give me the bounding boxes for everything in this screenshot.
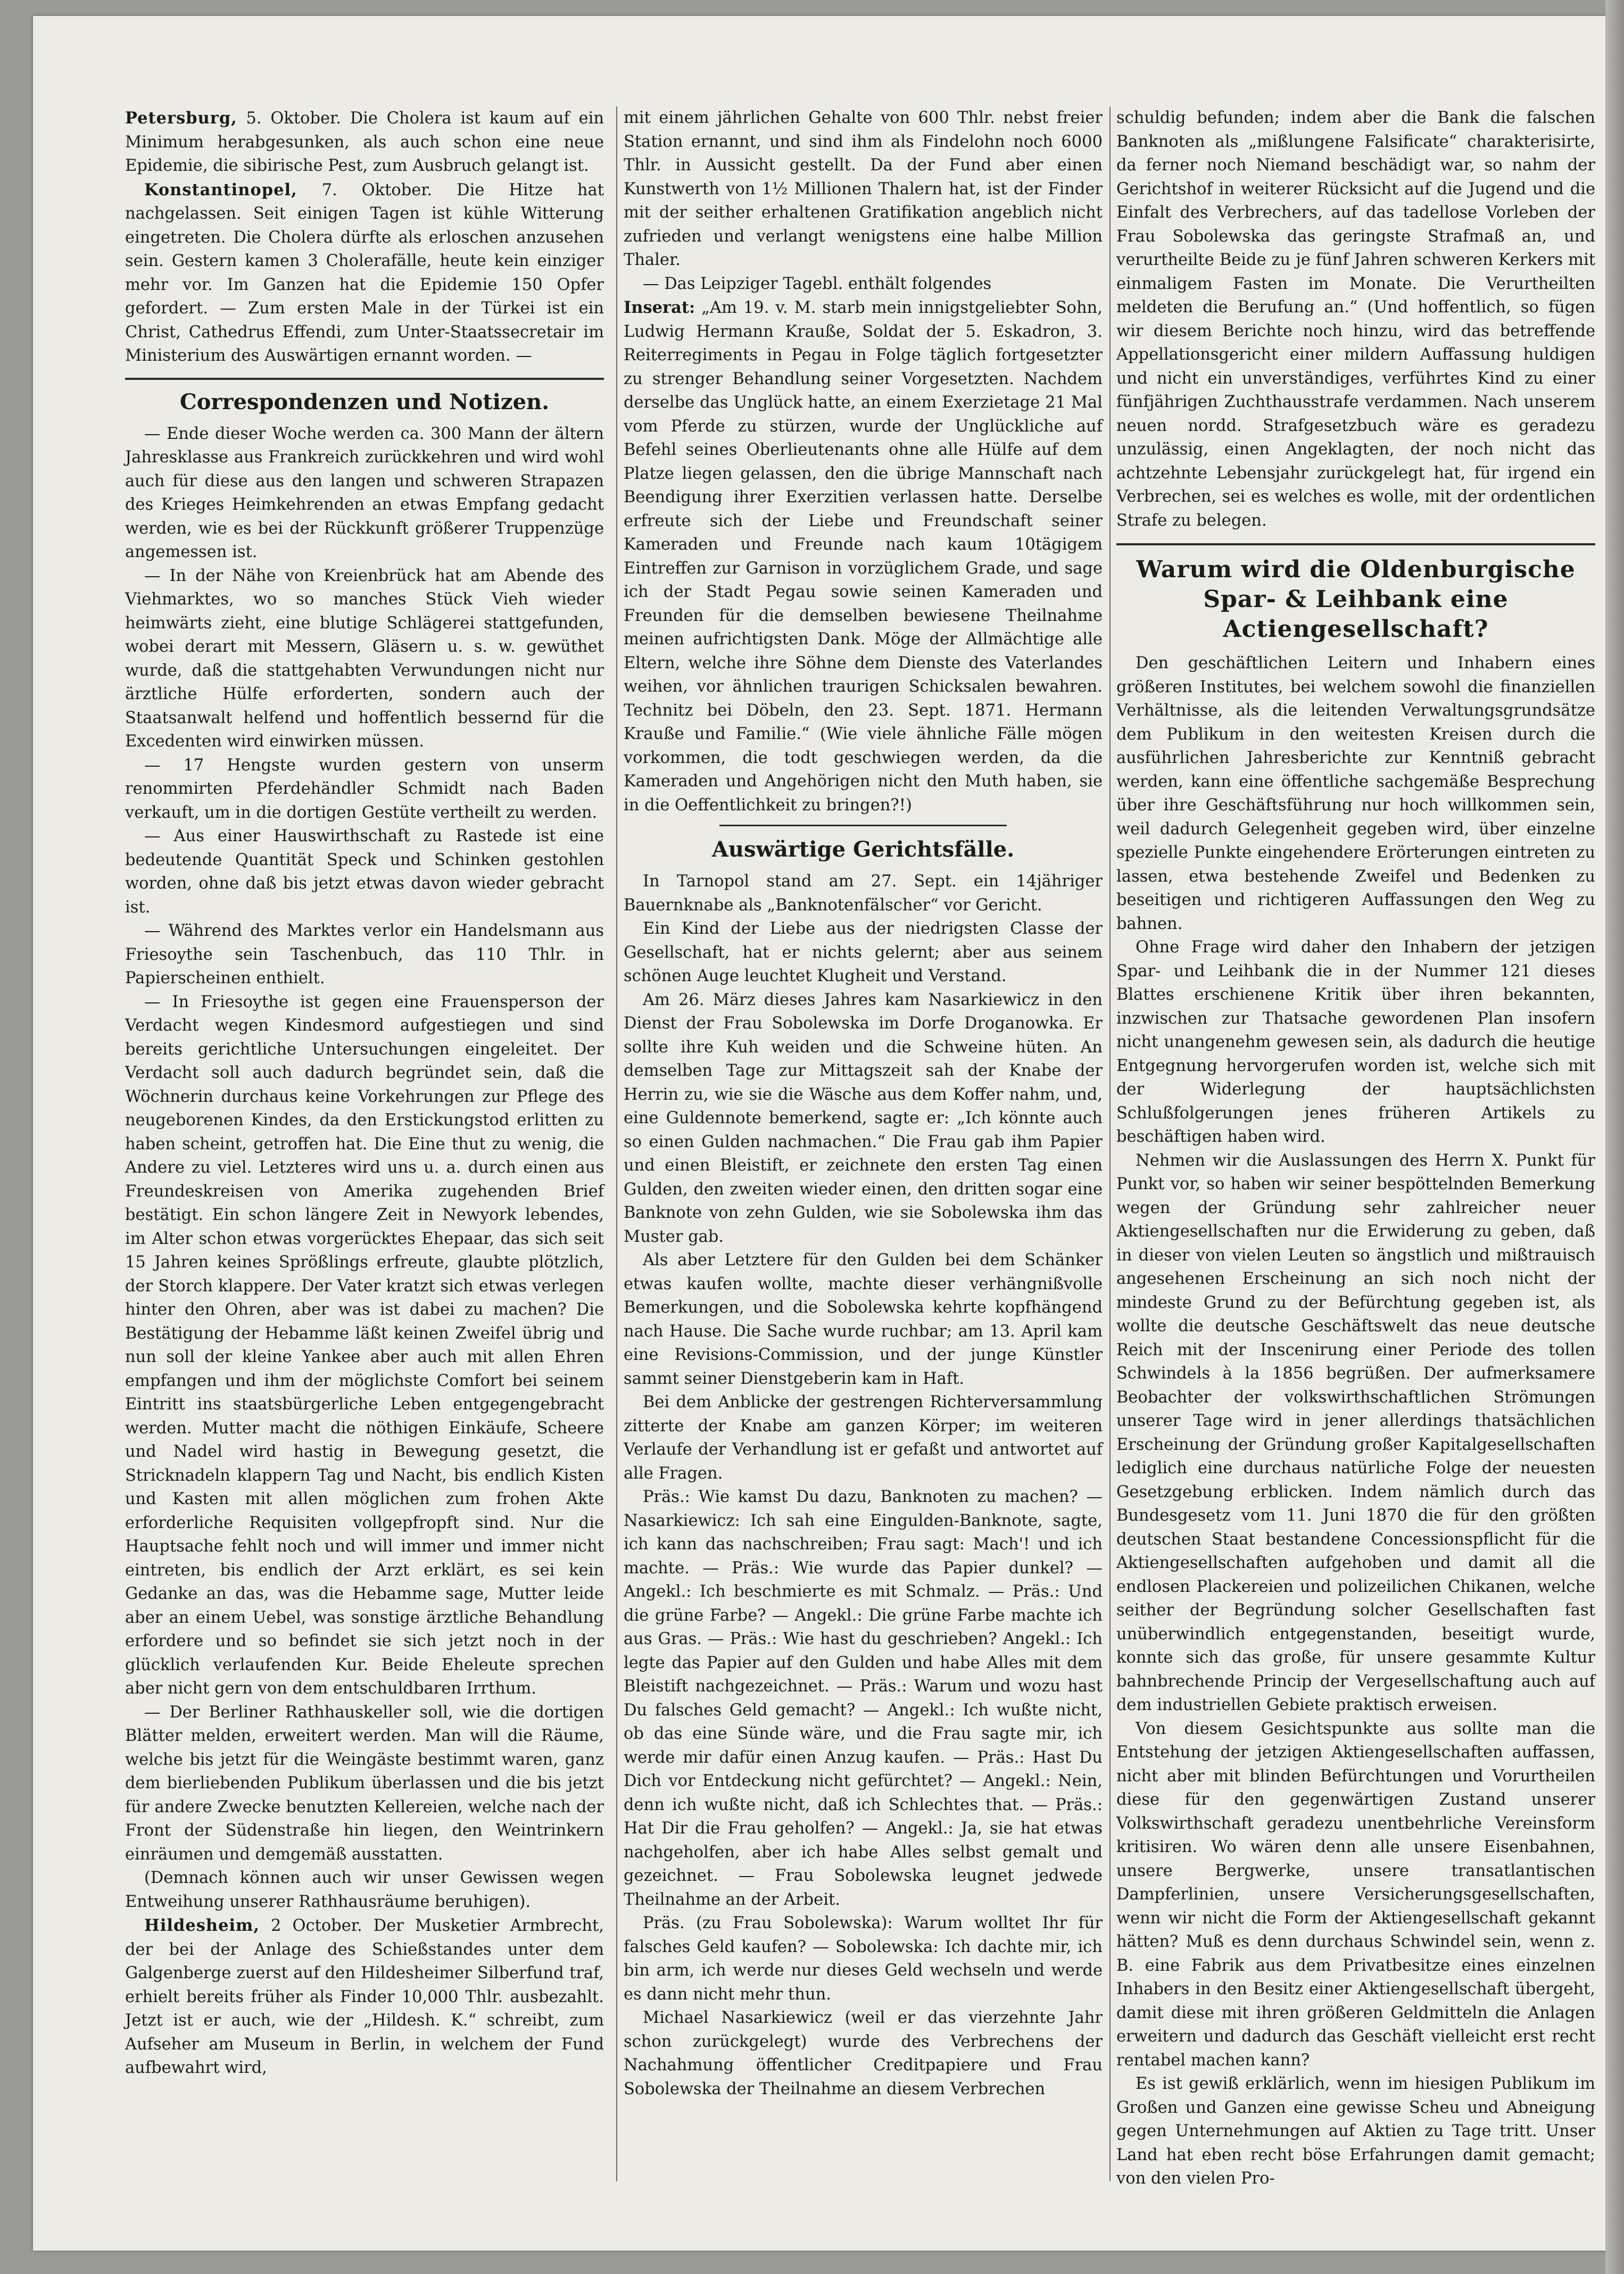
text: 2 October. Der Musketier Armbrecht, der bei der Anlage des Schießstandes unter dem Galgenberge zuerst auf den Hildesheimer Silberfund traf, erhielt bereits früher als Finder 10,000 Thlr. ausbezahlt. Jetzt ist er auch, wie der „Hildesh. K.“ schreibt, zum Aufseher am Museum in Berlin, in welchem der Fund aufbewahrt wird,	[125, 1916, 604, 2077]
paragraph	[624, 296, 1103, 817]
dateline: Petersburg,	[125, 109, 237, 128]
dateline: Konstantinopel,	[144, 180, 297, 200]
paragraph	[125, 178, 604, 368]
paragraph: In Tarnopol stand am 27. Sept. ein 14jähriger Bauernknabe als „Banknotenfälscher“ vor Gericht.	[624, 872, 1103, 915]
paragraph: Ohne Frage wird daher den Inhabern der jetzigen Spar- und Leihbank die in der Nummer 121 dieses Blattes erschienene Kritik über ihren bekannten, inzwischen zur Thatsache gewordenen Plan insofern nicht unangenehm gewesen sein, als dadurch die heutige Entgegnung hervorgerufen worden ist, welche sich mit der Widerlegung der hauptsächlichsten Schlußfolgerungen jenes früheren Artikels zu beschäftigen haben wird.	[1116, 938, 1595, 1146]
text: „Am 19. v. M. starb mein innigstgeliebter Sohn, Ludwig Hermann Krauße, Soldat der 5. Eskadron, 3. Reiterregiments in Pegau in Folge täglich fortgesetzter zu strenger Behandlung seiner Vorgesetzten. Nachdem derselbe das Unglück hatte, an einem Exerzietage 21 Mal vom Pferde zu stürzen, wurde der Unglückliche auf Befehl seines Oberlieutenants ohne alle Hülfe auf dem Platze liegen gelassen, den die übrige Mannschaft nach Beendigung ihrer Exerzitien verlassen hatte. Derselbe erfreute sich der Liebe und Freundschaft seiner Kameraden und Freunde nach kaum 10tägigem Eintreffen zur Garnison in vorzüglichem Grade, und sage ich der Stadt Pegau sowie seinen Kameraden und Freunden für die demselben bewiesene Theilnahme meinen aufrichtigsten Dank. Möge der Allmächtige alle Eltern, welche ihre Söhne dem Dienste des Vaterlandes weihen, vor ähnlichen traurigen Schicksalen bewahren. Technitz bei Döbeln, den 23. Sept. 1871. Hermann Krauße und Familie.“ (Wie viele ähnliche Fälle mögen vorkommen, die todt geschwiegen werden, da die Kameraden und Angehörigen nicht den Muth haben, sie in die Oeffentlichkeit zu bringen?!)	[624, 298, 1103, 815]
dateline: Hildesheim,	[144, 1916, 260, 1935]
paragraph: — Ende dieser Woche werden ca. 300 Mann der ältern Jahresklasse aus Frankreich zurückkehren und wird wohl auch für diese aus den langen und schweren Strapazen des Krieges Heimkehrenden an etwas Empfang gedacht werden, wie es bei der Rückkunft größerer Truppenzüge angemessen ist.	[125, 424, 604, 561]
paragraph: mit einem jährlichen Gehalte von 600 Thlr. nebst freier Station ernannt, und sind ihm als Findelohn noch 6000 Thlr. in Aussicht gestellt. Da der Fund aber einen Kunstwerth von 1½ Millionen Thalern hat, ist der Finder mit der seither erhaltenen Gratifikation angeblich nicht zufrieden und verlangt wenigstens eine halbe Million Thaler.	[624, 109, 1103, 269]
paragraph: Am 26. März dieses Jahres kam Nasarkiewicz in den Dienst der Frau Sobolewska im Dorfe Droganowka. Er sollte ihre Kuh weiden und die Schweine hüten. An demselben Tage zur Mittagszeit sah der Knabe der Herrin zu, wie sie die Wäsche aus dem Koffer nahm, und, eine Guldennote bemerkend, sagte er: „Ich könnte auch so einen Gulden nachmachen.“ Die Frau gab ihm Papier und einen Bleistift, er zeichnete den ersten Tag einen Gulden, den zweiten wieder einen, den dritten sogar eine Banknote von zehn Gulden, wie sie Sobolewska ihm das Muster gab.	[624, 990, 1103, 1246]
section-heading: Auswärtige Gerichtsfälle.	[711, 837, 1015, 862]
paragraph: Michael Nasarkiewicz (weil er das vierzehnte Jahr schon zurückgelegt) wurde des Verbrechens der Nachahmung öffentlicher Creditpapiere und Frau Sobolewska der Theilnahme an diesem Verbrechen	[624, 2009, 1103, 2098]
paragraph: — Aus einer Hauswirthschaft zu Rastede ist eine bedeutende Quantität Speck und Schinken gestohlen worden, ohne daß bis jetzt etwas davon wieder gebracht ist.	[125, 827, 604, 917]
paragraph: Als aber Letztere für den Gulden bei dem Schänker etwas kaufen wollte, machte dieser verhängnißvolle Bemerkungen, und die Sobolewska kehrte kopfhängend nach Hause. Die Sache wurde ruchbar; am 13. April kam eine Revisions-Commission, und der junge Künstler sammt seiner Dienstgeberin kam in Haft.	[624, 1251, 1103, 1388]
paragraph: — In Friesoythe ist gegen eine Frauensperson der Verdacht wegen Kindesmord aufgestiegen und sind bereits gerichtliche Untersuchungen eingeleitet. Der Verdacht soll auch dadurch begründet sein, daß die Wöchnerin durchaus keine Vorkehrungen zur Pflege des neugeborenen Kindes, da den Erstickungstod erlitten zu haben scheint, getroffen hat. Die Eine thut zu wenig, die Andere zu viel. Letzteres wird uns u. a. durch einen aus Freundeskreisen von Amerika zugehenden Brief bestätigt. Ein schon längere Zeit in Newyork lebendes, im Alter schon etwas vorgerücktes Ehepaar, das sich seit 15 Jahren keines Sprößlings erfreute, glaubte plötzlich, der Storch klappere. Der Vater kratzt sich etwas verlegen hinter den Ohren, aber was ist dabei zu machen? Die Bestätigung der Hebamme läßt keinen Zweifel übrig und nun soll der kleine Yankee aber auch mit allen Ehren empfangen und ihm der möglichste Comfort bei seinem Eintritt ins staatsbürgerliche Leben entgegengebracht werden. Mutter macht die nöthigen Einkäufe, Scheere und Nadel wird hastig in Bewegung gesetzt, die Stricknadeln klappern Tag und Nacht, bis endlich Kisten und Kasten mit allen möglichen zum frohen Akte erforderliche Requisiten vollgepfropft sind. Nur die Hauptsache fehlt noch und will immer und immer nicht eintreten, bis endlich der Arzt erklärt, es sei kein Gedanke an das, was die Hebamme sage, Mutter leide aber an einem Uebel, was sonstige ärztliche Behandlung erfordere und so befindet sie sich jetzt noch in der glücklich verlaufenden Kur. Beide Eheleute sprechen aber nicht gern von dem entschuldbaren Irrthum.	[125, 992, 604, 1698]
scan-edge	[1605, 0, 1624, 2274]
paragraph: schuldig befunden; indem aber die Bank die falschen Banknoten als „mißlungene Falsificate“ charakterisirte, da ferner noch Niemand beschädigt war, so nahm der Gerichtshof in weiterer Rücksicht auf die Jugend und die Einfalt des Verbrechers, auf das tadellose Vorleben der Frau Sobolewska das geringste Strafmaß an, und verurtheilte Beide zu je fünf Jahren schweren Kerkers mit einmaligem Fasten im Monate. Die Verurtheilten meldeten die Berufung an.“ (Und hoffentlich, so fügen wir diesem Berichte noch hinzu, wird das betreffende Appellationsgericht einer mildern Auffassung huldigen und nicht ein unverständiges, verführtes Kind zu einer fünfjährigen Zuchthausstrafe verdammen. Nach unserem neuen nordd. Strafgesetzbuch wäre es geradezu unzulässig, einen Angeklagten, der noch nicht das achtzehnte Lebensjahr zurückgelegt hat, für irgend ein Verbrechen, sei es welches es wolle, mit der ordentlichen Strafe zu belegen.	[1116, 109, 1595, 530]
paragraph: (Demnach können auch wir unser Gewissen wegen Entweihung unserer Rathhausräume beruhigen).	[125, 1869, 604, 1911]
paragraph: — 17 Hengste wurden gestern von unserm renommirten Pferdehändler Schmidt nach Baden verkauft, um in die dortigen Gestüte vertheilt zu werden.	[125, 756, 604, 822]
column-rule	[1109, 106, 1111, 2181]
divider	[719, 825, 1007, 826]
column-middle	[624, 106, 1103, 2101]
paragraph	[125, 106, 604, 178]
section-heading: Correspondenzen und Notizen.	[125, 378, 604, 416]
paragraph	[125, 1914, 604, 2080]
section-heading: Warum wird die Oldenburgische Spar- & Leihbank eine Actiengesellschaft?	[1116, 543, 1595, 644]
text: 5. Oktober. Die Cholera ist kaum auf ein Minimum herabgesunken, als auch schon eine neue Epidemie, die sibirische Pest, zum Ausbruch gelangt ist.	[125, 109, 604, 175]
paragraph: Ein Kind der Liebe aus der niedrigsten Classe der Gesellschaft, hat er nichts gelernt; aber aus seinem schönen Auge leuchtet Klugheit und Verstand.	[624, 919, 1103, 985]
column-left	[125, 106, 604, 2080]
paragraph: Nehmen wir die Auslassungen des Herrn X. Punkt für Punkt vor, so haben wir seiner bespöttelnden Bemerkung wegen der Gründung sehr zahlreicher neuer Aktiengesellschaften nur die Erwiderung zu geben, daß in dieser von vielen Leuten so ängstlich und mißtrauisch angesehenen Erscheinung an sich noch nicht der mindeste Grund zu der Befürchtung gegeben ist, als wollte die deutsche Geschäftswelt das neue deutsche Reich mit der Inscenirung einer Periode des tollen Schwindels à la 1856 begrüßen. Der aufmerksamere Beobachter der volkswirthschaftlichen Strömungen unserer Tage wird in jener allerdings thatsächlichen Erscheinung der Gründung großer Kapitalgesellschaften lediglich eine durchaus natürliche Folge der neuesten Gesetzgebung erblicken. Indem nämlich durch das Bundesgesetz vom 11. Juni 1870 die für den größten deutschen Staat bestandene Concessionspflicht für die Aktiengesellschaften aufgehoben und damit all die endlosen Plackereien und polizeilichen Chikanen, welche seither der Begründung solcher Gesellschaften fast unüberwindlich entgegenstanden, beseitigt wurde, konnte sich das große, für unsere gesammte Kultur bahnbrechende Princip der Vergesellschaftung auch auf dem industriellen Gebiete praktisch erweisen.	[1116, 1151, 1595, 1714]
paragraph: Präs.: Wie kamst Du dazu, Banknoten zu machen? — Nasarkiewicz: Ich sah eine Eingulden-Banknote, sagte, ich kann das nachschreiben; Frau sagt: Mach'! und ich machte. — Präs.: Wie wurde das Papier dunkel? — Angekl.: Ich beschmierte es mit Schmalz. — Präs.: Und die grüne Farbe? — Angekl.: Die grüne Farbe machte ich aus Gras. — Präs.: Wie hast du geschrieben? Angekl.: Ich legte das Papier auf den Gulden und habe Alles mit dem Bleistift nachgezeichnet. — Präs.: Warum und wozu hast Du falsches Geld gemacht? — Angekl.: Ich wußte nicht, ob das eine Sünde wäre, und die Frau sagte mir, ich werde mir dafür einen Anzug kaufen. — Präs.: Hast Du Dich vor Entdeckung nicht gefürchtet? — Angekl.: Nein, denn ich wußte nicht, daß ich Schlechtes that. — Präs.: Hat Dir die Frau geholfen? — Angekl.: Ja, sie hat etwas nachgeholfen, aber ich habe Alles selbst gemalt und gezeichnet. — Frau Sobolewska leugnet jedwede Theilnahme an der Arbeit.	[624, 1488, 1103, 1909]
paragraph: Von diesem Gesichtspunkte aus sollte man die Entstehung der jetzigen Aktiengesellschaften auffassen, nicht aber mit blinden Befürchtungen und Vorurtheilen diese für den gegenwärtigen Zustand unserer Volkswirthschaft geradezu unentbehrliche Vereinsform kritisiren. Wo wären denn alle unsere Eisenbahnen, unsere Bergwerke, unsere transatlantischen Dampferlinien, unsere Versicherungsgesellschaften, wenn wir nicht die Form der Aktiengesellschaft gekannt hätten? Muß es denn durchaus Schwindel sein, wenn z. B. eine Fabrik aus dem Privatbesitze eines einzelnen Inhabers in den Besitz einer Aktiengesellschaft übergeht, damit diese mit ihren größeren Geldmitteln die Anlagen erweitern und dadurch das Geschäft vielleicht erst recht rentabel machen kann?	[1116, 1719, 1595, 2070]
paragraph: — Der Berliner Rathhauskeller soll, wie die dortigen Blätter melden, erweitert werden. Man will die Räume, welche bis jetzt für die Weingäste bestimmt waren, ganz dem bierliebenden Publikum überlassen und die bis jetzt für andere Zwecke benutzten Kellereien, welche nach der Front der Südenstraße hin liegen, den Weintrinkern einräumen und demgemäß ausstatten.	[125, 1703, 604, 1864]
label: Inserat:	[624, 298, 695, 317]
paragraph: Präs. (zu Frau Sobolewska): Warum wolltet Ihr für falsches Geld kaufen? — Sobolewska: Ich dachte mir, ich bin arm, ich werde nur dieses Geld wechseln und werde es dann nicht mehr thun.	[624, 1914, 1103, 2004]
paragraph: — In der Nähe von Kreienbrück hat am Abende des Viehmarktes, wo so manches Stück Vieh wieder heimwärts zieht, eine blutige Schlägerei stattgefunden, wobei derart mit Messern, Gläsern u. s. w. gewüthet wurde, daß die stattgehabten Verwundungen nicht nur ärztliche Hülfe erforderten, sondern auch der Staatsanwalt helfend und hoffentlich bessernd für die Excedenten wird einwirken müssen.	[125, 566, 604, 751]
column-right	[1116, 106, 1595, 2191]
text: 7. Oktober. Die Hitze hat nachgelassen. Seit einigen Tagen ist kühle Witterung eingetreten. Die Cholera dürfte als erloschen anzusehen sein. Gestern kamen 3 Cholerafälle, heute kein einziger mehr vor. Im Ganzen hat die Epidemie 150 Opfer gefordert. — Zum ersten Male in der Türkei ist ein Christ, Cathedrus Effendi, zum Unter-Staatssecretair im Ministerium des Auswärtigen ernannt worden. —	[125, 180, 604, 365]
paragraph: Es ist gewiß erklärlich, wenn im hiesigen Publikum im Großen und Ganzen eine gewisse Scheu und Abneigung gegen Unternehmungen auf Aktien zu Tage tritt. Unser Land hat eben recht böse Erfahrungen damit gemacht; von den vielen Pro-	[1116, 2074, 1595, 2188]
paragraph: Bei dem Anblicke der gestrengen Richterversammlung zitterte der Knabe am ganzen Körper; im weiteren Verlaufe der Verhandlung ist er gefaßt und antwortet auf alle Fragen.	[624, 1393, 1103, 1483]
column-rule	[616, 106, 617, 2181]
paragraph: — Während des Marktes verlor ein Handelsmann aus Friesoythe sein Taschenbuch, das 110 Thlr. in Papierscheinen enthielt.	[125, 922, 604, 987]
paragraph: — Das Leipziger Tagebl. enthält folgendes	[643, 274, 992, 293]
paragraph: Den geschäftlichen Leitern und Inhabern eines größeren Institutes, bei welchem sowohl die finanziellen Verhältnisse, als die leitenden Verwaltungsgrundsätze dem Publikum in den weitesten Kreisen durch die ausführlichen Jahresberichte zur Kenntniß gebracht werden, kann eine öffentliche sachgemäße Besprechung über ihre Geschäftsführung nur hoch willkommen sein, weil dadurch Gelegenheit gegeben wird, über einzelne spezielle Punkte eingehendere Erörterungen eintreten zu lassen, etwa bestehende Zweifel und Bedenken zu beseitigen und richtigeren Auffassungen den Weg zu bahnen.	[1116, 654, 1595, 933]
